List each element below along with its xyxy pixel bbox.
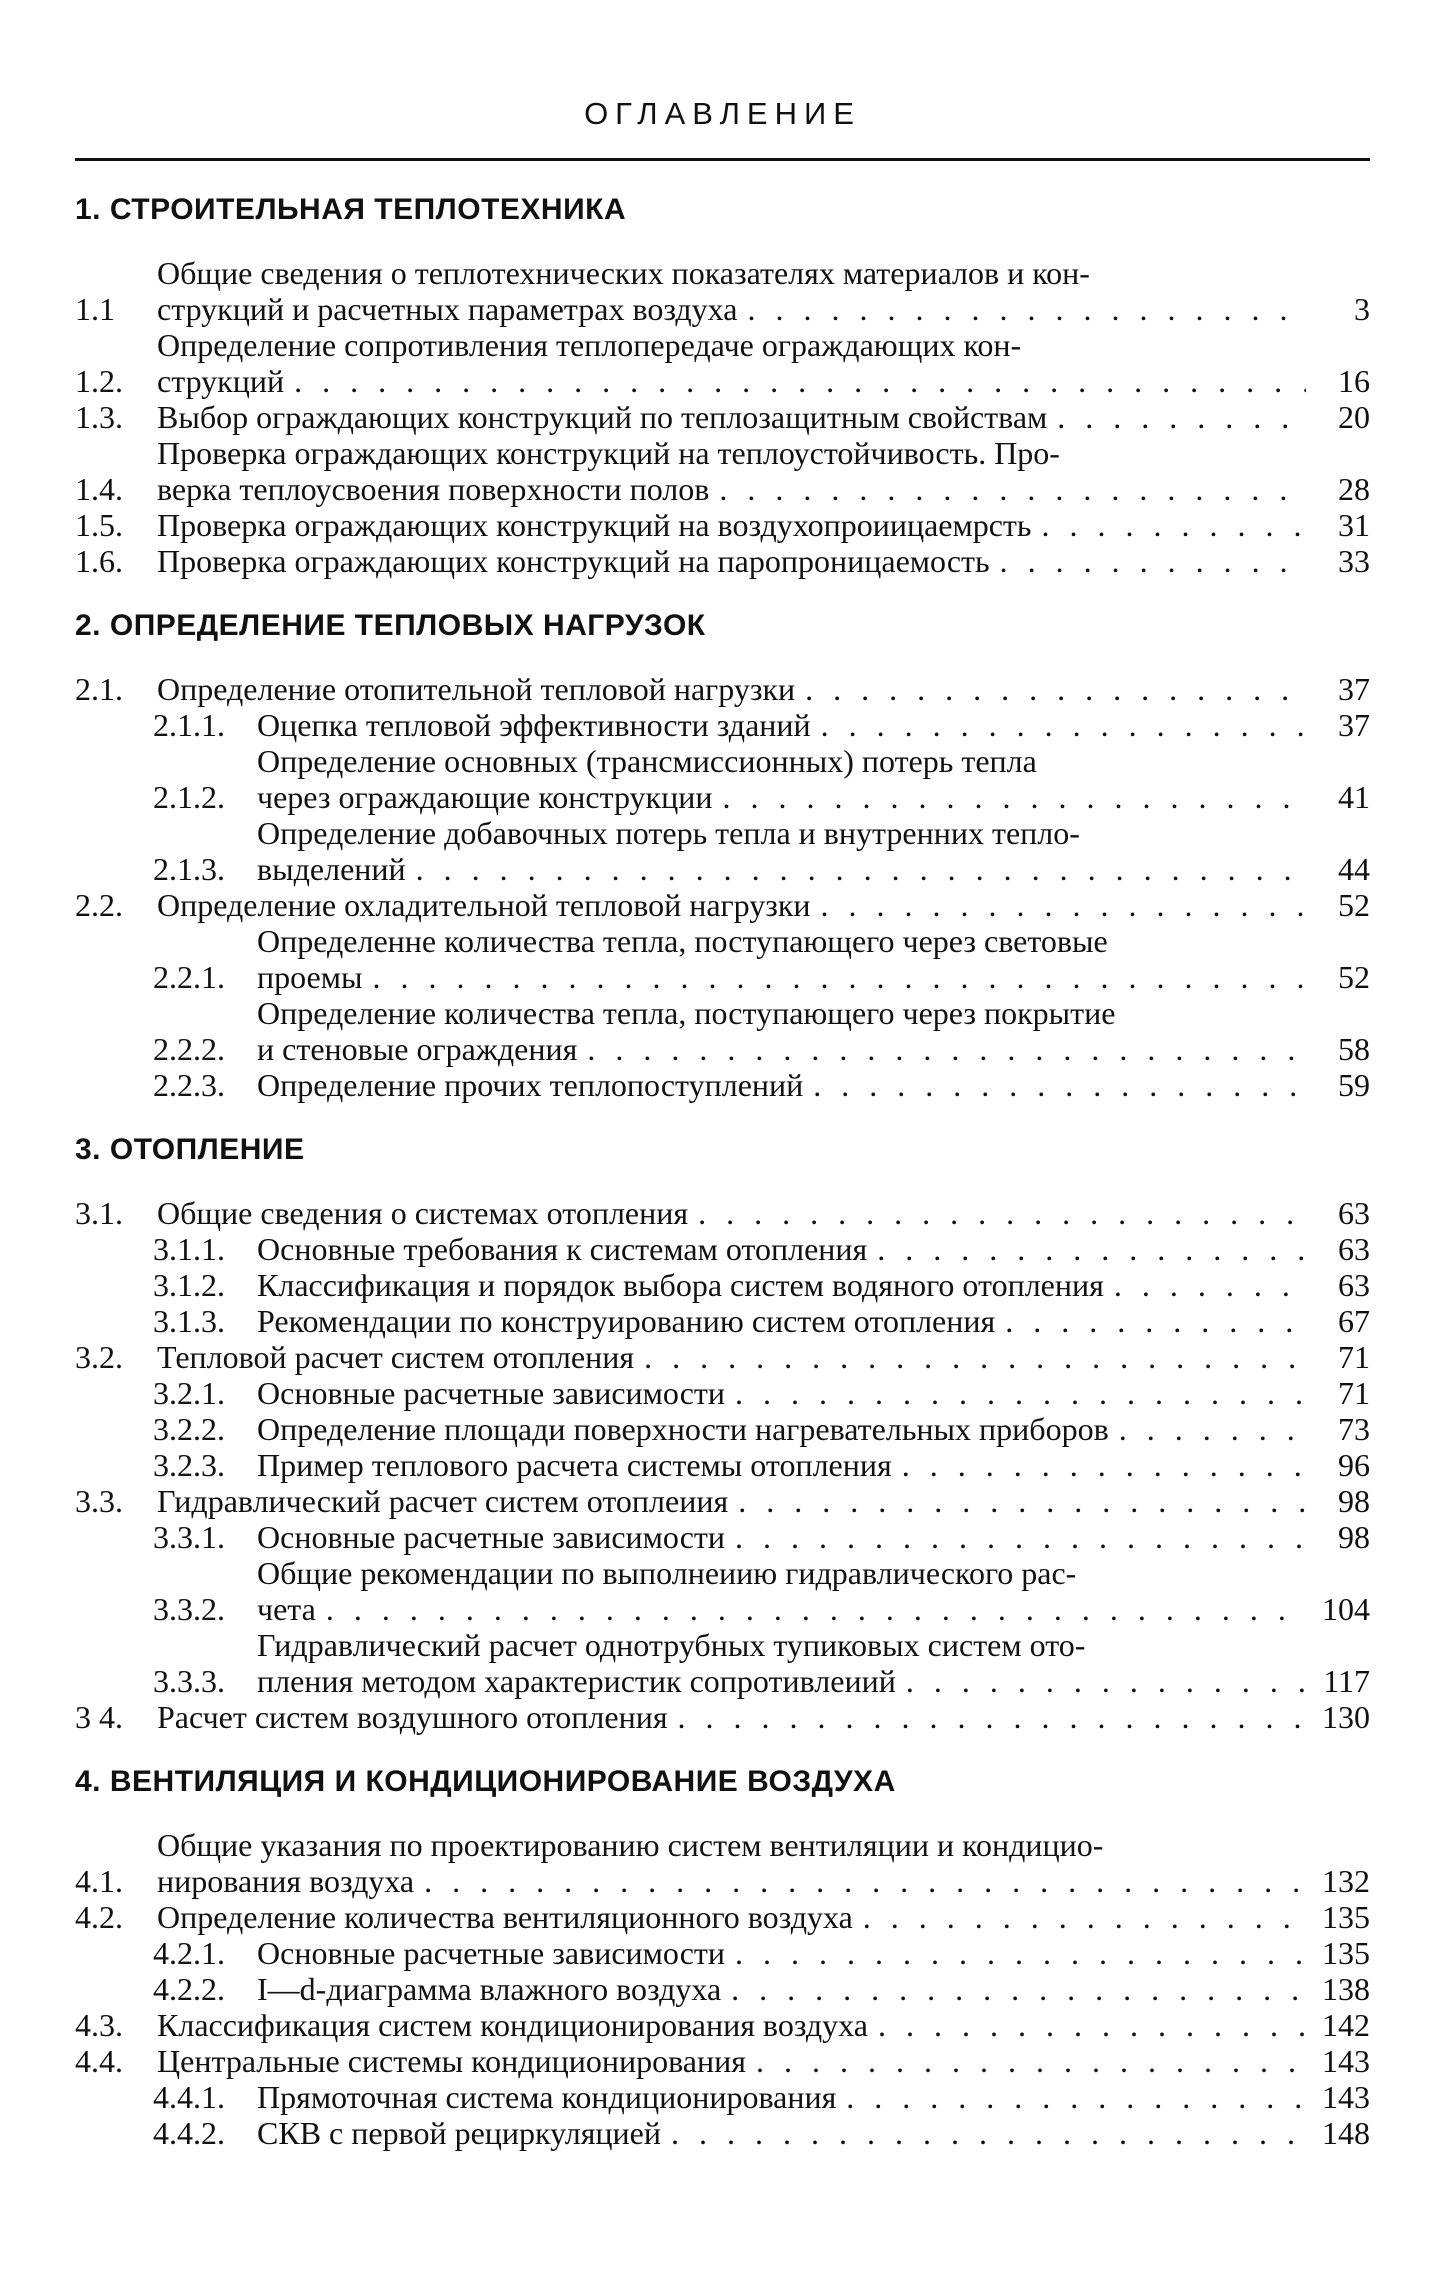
dot-leader — [853, 1899, 1306, 1935]
entry-text-line — [157, 671, 1306, 707]
entry-text — [257, 1935, 1306, 1971]
entry-text-line: Общие рекомендации по выполнеиию гидравлического рас- — [257, 1555, 1077, 1591]
title-rule — [75, 158, 1370, 161]
entry-text-last: I—d-диаграмма влажного воздуха — [257, 1971, 722, 2007]
entry-number: 3.2.1. — [153, 1375, 225, 1411]
toc-entry[interactable] — [75, 2007, 1370, 2043]
entry-text-line: Общие сведения о теплотехнических показателях материалов и кон- — [157, 255, 1090, 291]
toc-entry[interactable] — [75, 435, 1370, 507]
toc-entry[interactable] — [75, 707, 1370, 743]
page-number: 104 — [1322, 1591, 1370, 1627]
toc-entry[interactable] — [75, 2079, 1370, 2115]
page-number: 33 — [1338, 543, 1370, 579]
entry-text-last: через ограждающие конструкции — [257, 779, 713, 815]
entry-text-last: Проверка ограждающих конструкций на воздухопроиицаемрсть — [157, 507, 1032, 543]
entry-text — [157, 887, 1306, 923]
entry-text-line — [157, 1195, 1306, 1231]
page-number: 142 — [1322, 2007, 1370, 2043]
page-number: 98 — [1338, 1483, 1370, 1519]
entry-number: 1.3. — [75, 399, 123, 435]
toc-entry[interactable] — [75, 1827, 1370, 1899]
entry-text-line: Определение количества тепла, поступающего через покрытие — [257, 995, 1116, 1031]
page-number: 130 — [1322, 1699, 1370, 1735]
toc-entry[interactable] — [75, 255, 1370, 327]
entry-text-last: Определение количества вентиляционного воздуха — [157, 1899, 853, 1935]
entry-text-line — [257, 707, 1306, 743]
page-number: 16 — [1338, 363, 1370, 399]
page-number: 148 — [1322, 2115, 1370, 2151]
entry-number: 4.4. — [75, 2043, 123, 2079]
entry-text-last: Определение площади поверхности нагревательных приборов — [257, 1411, 1109, 1447]
page-number: 52 — [1338, 959, 1370, 995]
entry-number: 3 4. — [75, 1699, 123, 1735]
page-number: 31 — [1338, 507, 1370, 543]
entry-text — [157, 255, 1306, 327]
entry-text-last: Основные расчетные зависимости — [257, 1375, 726, 1411]
entry-text-last: Определение отопительной тепловой нагрузки — [157, 671, 796, 707]
toc-entry[interactable] — [75, 1375, 1370, 1411]
page-number: 132 — [1322, 1863, 1370, 1899]
dot-leader — [728, 1483, 1306, 1519]
entry-text-line — [257, 851, 1306, 887]
page-number: 20 — [1338, 399, 1370, 435]
page-number: 73 — [1338, 1411, 1370, 1447]
entry-text-last: верка теплоусвоения поверхности полов — [157, 471, 710, 507]
toc-entry[interactable] — [75, 507, 1370, 543]
entry-number: 4.1. — [75, 1863, 123, 1899]
entry-number: 1.5. — [75, 507, 123, 543]
dot-leader — [896, 1663, 1306, 1699]
entry-text-last: Гидравлический расчет систем отоплеиия — [157, 1483, 729, 1519]
entry-text-last: Пример теплового расчета системы отопления — [257, 1447, 892, 1483]
page-number: 63 — [1338, 1267, 1370, 1303]
dot-leader — [634, 1339, 1306, 1375]
section-heading[interactable]: 4. ВЕНТИЛЯЦИЯ И КОНДИЦИОНИРОВАНИЕ ВОЗДУХА — [75, 1765, 896, 1798]
entry-text — [157, 399, 1306, 435]
page-number: 117 — [1323, 1663, 1370, 1699]
entry-text — [157, 1483, 1306, 1519]
entry-number: 4.2.2. — [153, 1971, 225, 2007]
entry-text — [157, 507, 1306, 543]
page-number: 44 — [1338, 851, 1370, 887]
entry-text-line: Проверка ограждающих конструкций на теплоустойчивость. Про- — [157, 435, 1060, 471]
toc-entry[interactable] — [75, 743, 1370, 815]
dot-leader — [1032, 507, 1307, 543]
toc-entry[interactable] — [75, 1231, 1370, 1267]
toc-page — [75, 0, 1370, 2151]
dot-leader — [995, 1303, 1306, 1339]
dot-leader — [414, 1863, 1306, 1899]
entry-text-last: Классификация систем кондиционирования воздуха — [157, 2007, 868, 2043]
entry-number: 3.2. — [75, 1339, 123, 1375]
entry-text — [257, 923, 1306, 995]
entry-text-line — [257, 2115, 1306, 2151]
entry-text-line — [157, 1339, 1306, 1375]
entry-text — [257, 2079, 1306, 2115]
entry-text — [257, 2115, 1306, 2151]
page-number: 98 — [1338, 1519, 1370, 1555]
page-number: 28 — [1338, 471, 1370, 507]
entry-number: 2.1.3. — [153, 851, 225, 887]
entry-text-last: СКВ с первой рециркуляцией — [257, 2115, 661, 2151]
entry-text — [257, 1267, 1306, 1303]
toc-entry[interactable] — [75, 2115, 1370, 2151]
dot-leader — [811, 887, 1306, 923]
entry-text — [157, 1195, 1306, 1231]
entry-number: 3.1. — [75, 1195, 123, 1231]
entry-text-line — [257, 1375, 1306, 1411]
page-number: 63 — [1338, 1195, 1370, 1231]
entry-text-line — [157, 291, 1306, 327]
entry-number: 3.1.3. — [153, 1303, 225, 1339]
page-number: 135 — [1322, 1899, 1370, 1935]
table-of-contents — [75, 193, 1370, 2151]
entry-number: 3.1.2. — [153, 1267, 225, 1303]
toc-entry[interactable] — [75, 887, 1370, 923]
entry-number: 2.1.1. — [153, 707, 225, 743]
entry-text-line — [157, 507, 1306, 543]
page-number: 52 — [1338, 887, 1370, 923]
dot-leader — [725, 1375, 1306, 1411]
dot-leader — [746, 2043, 1306, 2079]
entry-text-line — [257, 1971, 1306, 2007]
entry-text-line: Определенне количества тепла, поступающего через световые — [257, 923, 1108, 959]
entry-text-last: чета — [257, 1591, 316, 1627]
toc-entry[interactable] — [75, 1519, 1370, 1555]
entry-text-line — [257, 1935, 1306, 1971]
entry-text — [257, 995, 1306, 1067]
dot-leader — [1104, 1267, 1306, 1303]
entry-text-last: Определение охладительной тепловой нагрузки — [157, 887, 811, 923]
page-number: 58 — [1338, 1031, 1370, 1067]
entry-text — [257, 1447, 1306, 1483]
toc-section — [75, 193, 1370, 579]
entry-text — [257, 1303, 1306, 1339]
dot-leader — [721, 1971, 1306, 2007]
entry-text — [157, 671, 1306, 707]
entry-text-line — [157, 2007, 1306, 2043]
entry-number: 4.4.1. — [153, 2079, 225, 2115]
entry-number: 2.1. — [75, 671, 123, 707]
page-number: 143 — [1322, 2079, 1370, 2115]
entry-list — [75, 1195, 1370, 1735]
entry-text-last: Оцепка тепловой эффективности зданий — [257, 707, 811, 743]
toc-entry[interactable] — [75, 543, 1370, 579]
entry-text-last: Тепловой расчет систем отопления — [157, 1339, 635, 1375]
entry-number: 1.6. — [75, 543, 123, 579]
entry-text-line — [157, 1483, 1306, 1519]
dot-leader — [867, 1231, 1306, 1267]
entry-text-line — [257, 1067, 1306, 1103]
section-heading[interactable]: 1. СТРОИТЕЛЬНАЯ ТЕПЛОТЕХНИКА — [75, 193, 627, 226]
entry-text-last: струкций — [157, 363, 285, 399]
entry-list — [75, 255, 1370, 579]
toc-entry[interactable] — [75, 1971, 1370, 2007]
page-number: 3 — [1354, 291, 1370, 327]
entry-text-line — [257, 1447, 1306, 1483]
dot-leader — [795, 671, 1306, 707]
entry-number: 2.1.2. — [153, 779, 225, 815]
page-number: 135 — [1322, 1935, 1370, 1971]
page-number: 59 — [1338, 1067, 1370, 1103]
dot-leader — [725, 1935, 1306, 1971]
page-number: 41 — [1338, 779, 1370, 815]
entry-text-line — [257, 1411, 1306, 1447]
entry-text-last: Расчет систем воздушного отопления — [157, 1699, 668, 1735]
entry-number: 3.3.2. — [153, 1591, 225, 1627]
toc-entry[interactable] — [75, 2043, 1370, 2079]
dot-leader — [725, 1519, 1306, 1555]
page-number: 71 — [1338, 1375, 1370, 1411]
toc-entry[interactable] — [75, 1899, 1370, 1935]
entry-number: 2.2. — [75, 887, 123, 923]
dot-leader — [990, 543, 1306, 579]
entry-text — [157, 435, 1306, 507]
dot-leader — [836, 2079, 1306, 2115]
entry-text-last: Основные расчетные зависимости — [257, 1519, 726, 1555]
toc-entry[interactable] — [75, 1555, 1370, 1627]
entry-text — [157, 2007, 1306, 2043]
entry-number: 4.2. — [75, 1899, 123, 1935]
entry-text-last: Рекомендации по конструированию систем отопления — [257, 1303, 996, 1339]
entry-number: 4.3. — [75, 2007, 123, 2043]
entry-text — [157, 1339, 1306, 1375]
entry-text — [157, 1699, 1306, 1735]
entry-text-last: выделений — [257, 851, 406, 887]
entry-text-line — [157, 399, 1306, 435]
entry-text — [257, 707, 1306, 743]
entry-text-last: Прямоточная система кондиционирования — [257, 2079, 837, 2115]
toc-entry[interactable] — [75, 1935, 1370, 1971]
toc-entry[interactable] — [75, 1195, 1370, 1231]
entry-text — [257, 1067, 1306, 1103]
entry-number: 4.2.1. — [153, 1935, 225, 1971]
entry-text-last: проемы — [257, 959, 363, 995]
dot-leader — [811, 707, 1306, 743]
entry-number: 3.2.3. — [153, 1447, 225, 1483]
entry-text-last: пления методом характеристик сопротивлеиий — [257, 1663, 896, 1699]
entry-text-last: нирования воздуха — [157, 1863, 415, 1899]
toc-section — [75, 1133, 1370, 1735]
entry-list — [75, 671, 1370, 1103]
entry-text-last: Основные расчетные зависимости — [257, 1935, 726, 1971]
entry-text-line — [157, 887, 1306, 923]
page-number: 63 — [1338, 1231, 1370, 1267]
toc-entry[interactable] — [75, 923, 1370, 995]
toc-entry[interactable] — [75, 995, 1370, 1067]
section-heading[interactable]: 2. ОПРЕДЕЛЕНИЕ ТЕПЛОВЫХ НАГРУЗОК — [75, 609, 706, 642]
page-number: 96 — [1338, 1447, 1370, 1483]
entry-number: 2.2.2. — [153, 1031, 225, 1067]
entry-text-line — [257, 1231, 1306, 1267]
dot-leader — [709, 471, 1306, 507]
entry-number: 3.3. — [75, 1483, 123, 1519]
entry-text-last: Общие сведения о системах отопления — [157, 1195, 689, 1231]
page-title: ОГЛАВЛЕНИЕ — [584, 96, 861, 131]
entry-text-line: Гидравлический расчет однотрубных тупиковых систем ото- — [257, 1627, 1086, 1663]
entry-number: 1.1 — [75, 291, 115, 327]
entry-text — [257, 1519, 1306, 1555]
dot-leader — [1047, 399, 1306, 435]
toc-section — [75, 609, 1370, 1103]
entry-text-line: Определение основных (трансмиссионных) потерь тепла — [257, 743, 1037, 779]
dot-leader — [1109, 1411, 1306, 1447]
page-number: 37 — [1338, 707, 1370, 743]
page-number: 71 — [1338, 1339, 1370, 1375]
entry-number: 3.2.2. — [153, 1411, 225, 1447]
entry-list — [75, 1827, 1370, 2151]
entry-text-line — [257, 2079, 1306, 2115]
entry-text-last: Классификация и порядок выбора систем водяного отопления — [257, 1267, 1104, 1303]
entry-text-line — [257, 779, 1306, 815]
dot-leader — [803, 1067, 1306, 1103]
page-number: 143 — [1322, 2043, 1370, 2079]
entry-text-last: и стеновые ограждения — [257, 1031, 578, 1067]
entry-text-last: Проверка ограждающих конструкций на паропроницаемость — [157, 543, 990, 579]
section-heading[interactable]: 3. ОТОПЛЕНИЕ — [75, 1133, 305, 1166]
entry-text-last: струкций и расчетных параметрах воздуха — [157, 291, 738, 327]
entry-text-last: Определение прочих теплопоступлений — [257, 1067, 804, 1103]
entry-text — [257, 1231, 1306, 1267]
dot-leader — [362, 959, 1306, 995]
entry-text — [257, 1411, 1306, 1447]
dot-leader — [737, 291, 1306, 327]
toc-entry[interactable] — [75, 1339, 1370, 1375]
entry-text-line — [257, 1031, 1306, 1067]
dot-leader — [661, 2115, 1306, 2151]
dot-leader — [668, 1699, 1306, 1735]
entry-number: 3.3.3. — [153, 1663, 225, 1699]
entry-number: 2.2.1. — [153, 959, 225, 995]
entry-number: 2.2.3. — [153, 1067, 225, 1103]
entry-text — [257, 815, 1306, 887]
toc-entry[interactable] — [75, 1067, 1370, 1103]
toc-entry[interactable] — [75, 671, 1370, 707]
toc-entry[interactable] — [75, 1267, 1370, 1303]
entry-text-last: Выбор ограждающих конструкций по теплозащитным свойствам — [157, 399, 1048, 435]
entry-text-line — [157, 471, 1306, 507]
toc-entry[interactable] — [75, 1699, 1370, 1735]
toc-entry[interactable] — [75, 399, 1370, 435]
entry-number: 3.1.1. — [153, 1231, 225, 1267]
toc-entry[interactable] — [75, 1483, 1370, 1519]
dot-leader — [688, 1195, 1306, 1231]
entry-text-line: Общие указания по проектированию систем вентиляции и кондицио- — [157, 1827, 1104, 1863]
entry-text — [157, 1827, 1306, 1899]
entry-text-line: Определение сопротивления теплопередаче ограждающих кон- — [157, 327, 1022, 363]
entry-text-last: Основные требования к системам отопления — [257, 1231, 868, 1267]
dot-leader — [406, 851, 1306, 887]
entry-text — [257, 1375, 1306, 1411]
entry-text — [157, 327, 1306, 399]
entry-text-line — [257, 959, 1306, 995]
entry-text — [157, 1899, 1306, 1935]
page-number: 37 — [1338, 671, 1370, 707]
entry-text-line — [157, 2043, 1306, 2079]
toc-entry[interactable] — [75, 1627, 1370, 1699]
entry-text-line — [257, 1267, 1306, 1303]
toc-entry[interactable] — [75, 1411, 1370, 1447]
entry-text-line — [157, 363, 1306, 399]
toc-entry[interactable] — [75, 815, 1370, 887]
entry-text — [157, 543, 1306, 579]
entry-number: 1.4. — [75, 471, 123, 507]
entry-text — [257, 743, 1306, 815]
entry-number: 4.4.2. — [153, 2115, 225, 2151]
page-number: 138 — [1322, 1971, 1370, 2007]
entry-text-line — [157, 1699, 1306, 1735]
toc-entry[interactable] — [75, 327, 1370, 399]
entry-text-last: Центральные системы кондиционирования — [157, 2043, 746, 2079]
entry-number: 3.3.1. — [153, 1519, 225, 1555]
entry-text-line — [257, 1591, 1306, 1627]
entry-text-line — [257, 1663, 1306, 1699]
entry-text — [157, 2043, 1306, 2079]
toc-entry[interactable] — [75, 1303, 1370, 1339]
entry-text-line — [257, 1519, 1306, 1555]
entry-text — [257, 1971, 1306, 2007]
entry-text-line: Определение добавочных потерь тепла и внутренних тепло- — [257, 815, 1080, 851]
dot-leader — [892, 1447, 1306, 1483]
entry-text-line — [157, 1899, 1306, 1935]
entry-text — [257, 1555, 1306, 1627]
page-number: 67 — [1338, 1303, 1370, 1339]
dot-leader — [284, 363, 1306, 399]
dot-leader — [868, 2007, 1306, 2043]
dot-leader — [577, 1031, 1306, 1067]
entry-text-line — [157, 543, 1306, 579]
dot-leader — [712, 779, 1306, 815]
entry-text-line — [257, 1303, 1306, 1339]
entry-number: 1.2. — [75, 363, 123, 399]
dot-leader — [316, 1591, 1306, 1627]
toc-entry[interactable] — [75, 1447, 1370, 1483]
entry-text — [257, 1627, 1306, 1699]
entry-text-line — [157, 1863, 1306, 1899]
toc-section — [75, 1765, 1370, 2151]
